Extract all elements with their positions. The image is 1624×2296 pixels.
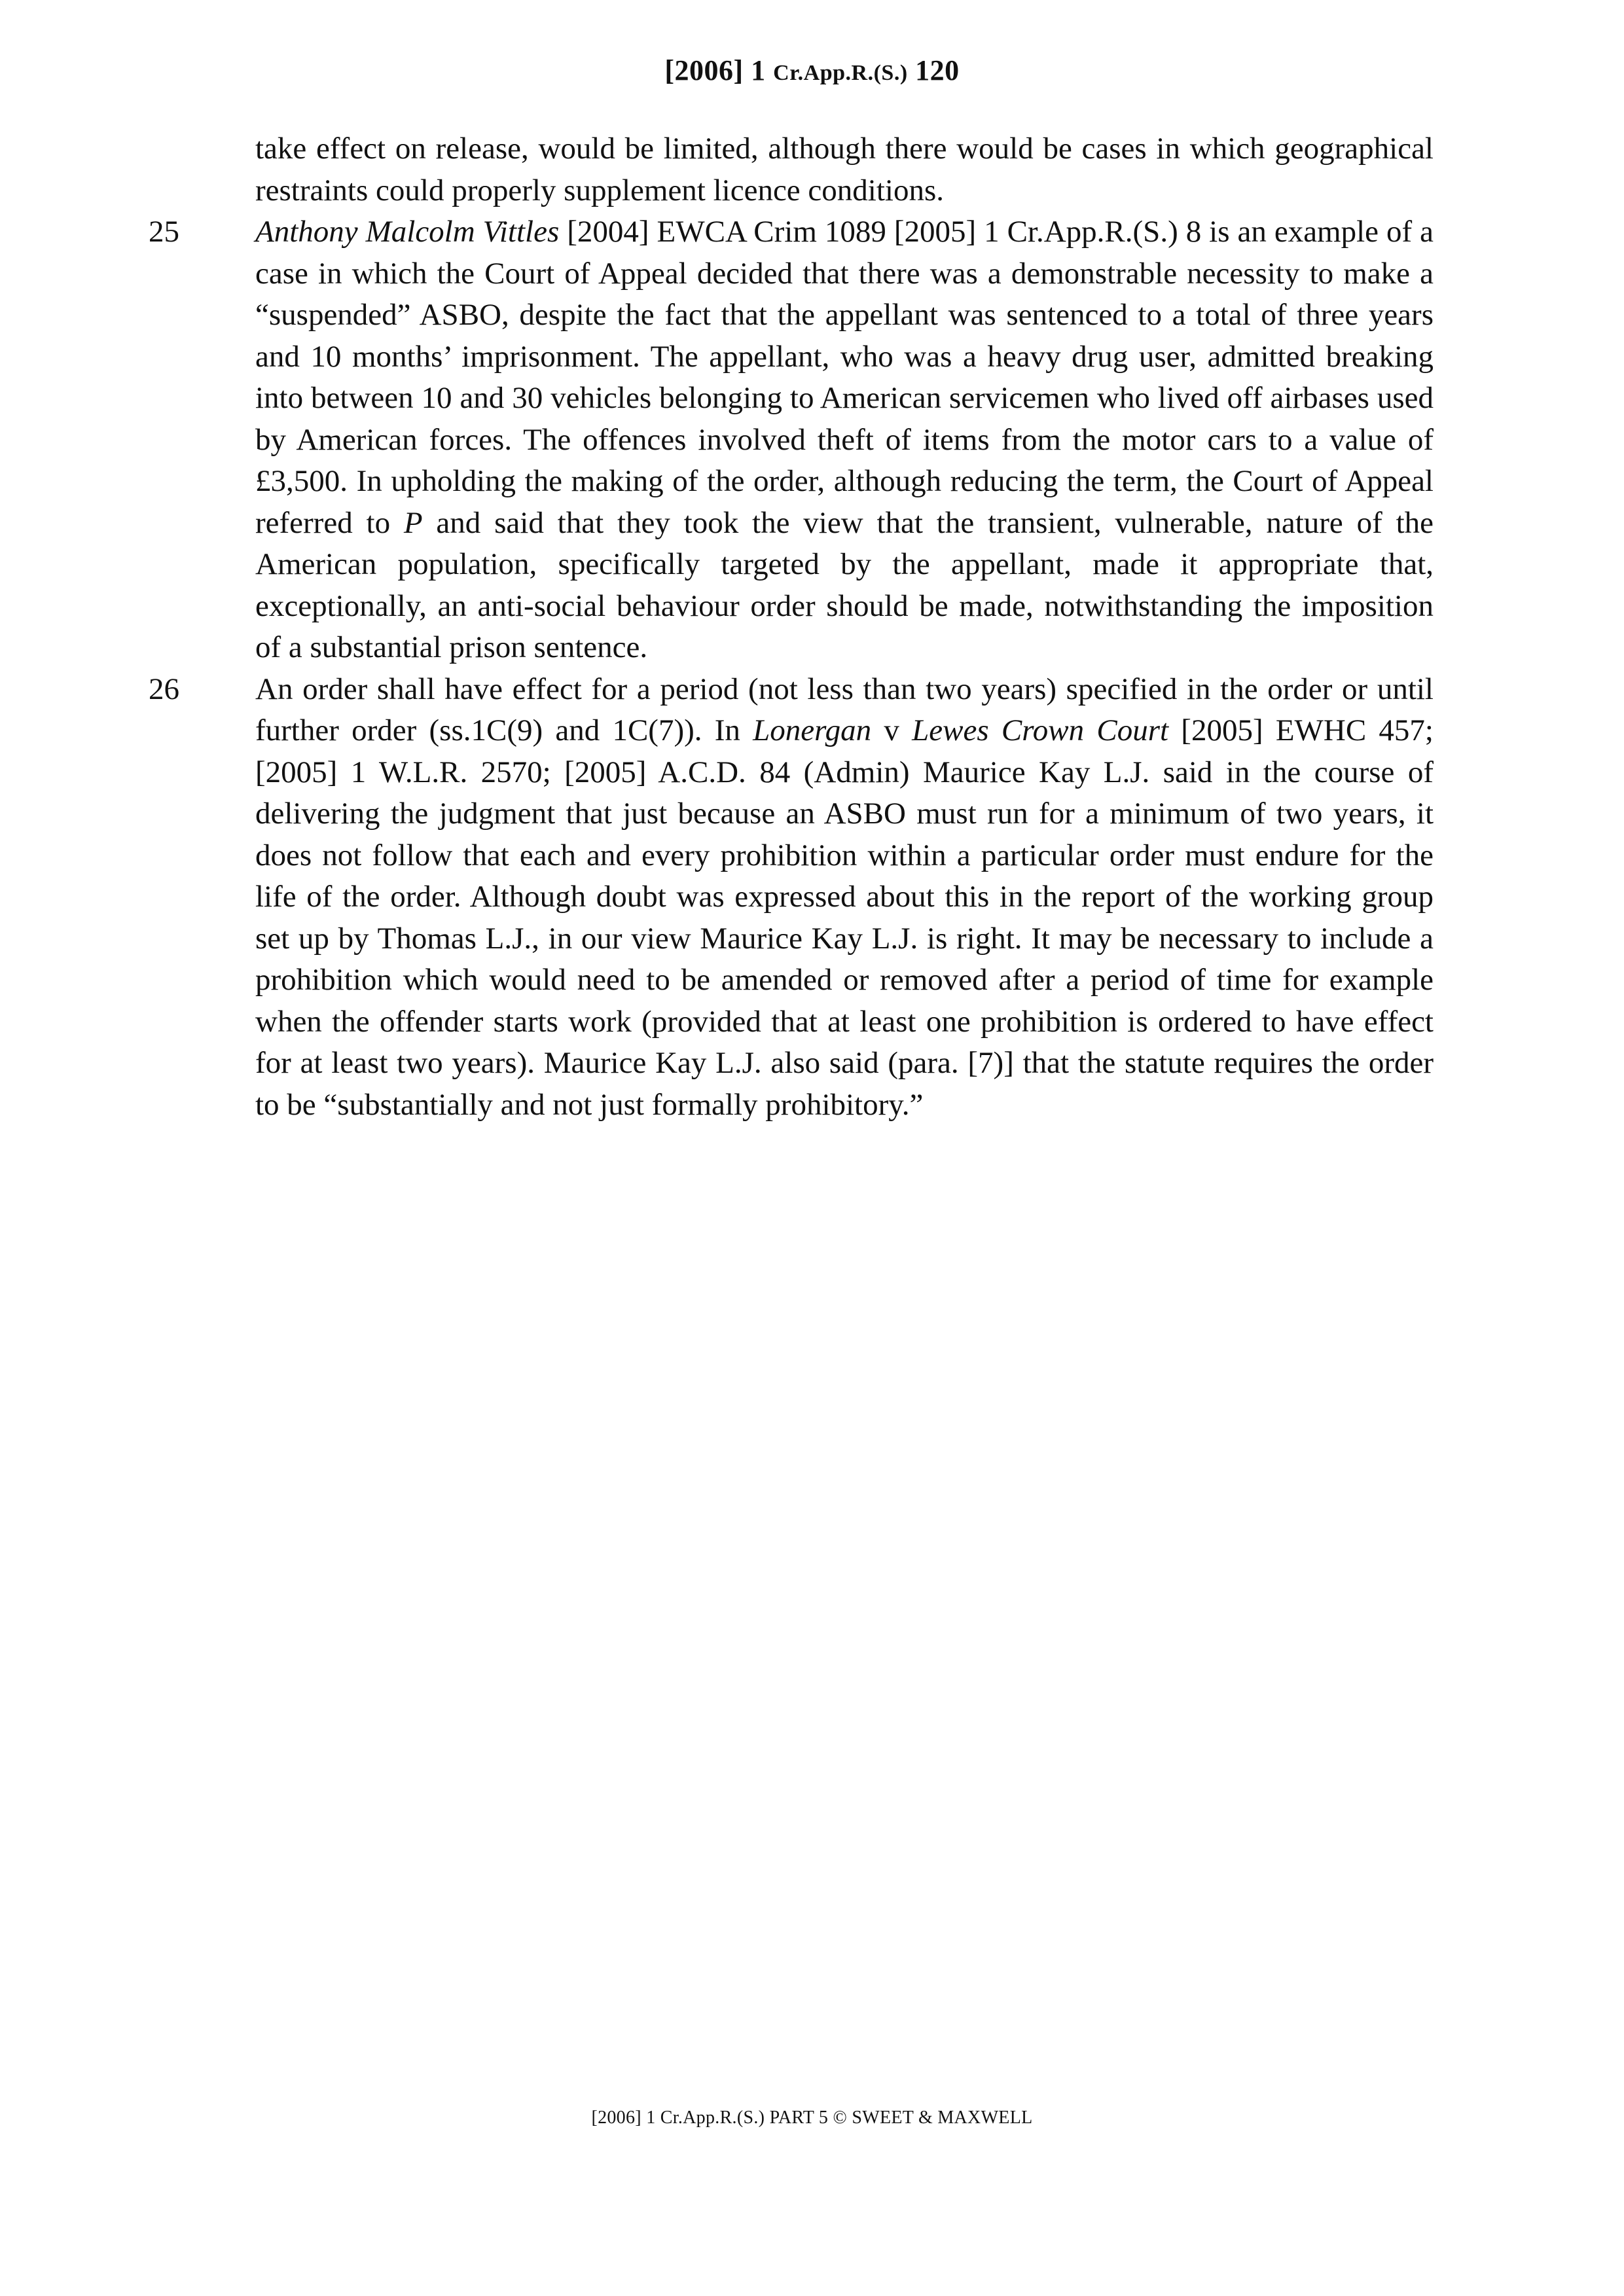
header-report-abbreviation: Cr.App.R.(S.) [773,61,908,85]
paragraph-text: [2005] EWHC 457; [2005] 1 W.L.R. 2570; [2005] A.C.D. 84 (Admin) Maurice Kay L.J. said in the course of delivering the judgment that just because an ASBO must run for a minimum of two years, it does not follow that each and every prohibition within a particular order must endure for the life of the order. Although doubt was expressed about this in the report of the working group set up by Thomas L.J., in our view Maurice Kay L.J. is right. It may be necessary to include a prohibition which would need to be amended or removed after a period of time for example when the offender starts work (provided that at least one prohibition is ordered to have effect for at least two years). Maurice Kay L.J. also said (para. [7)] that the statute requires the order to be “substantially and not just formally prohibitory.” [255,713,1434,1122]
body-text [149,128,1434,1126]
page-header [0,54,1624,87]
paragraph-number: 26 [149,672,179,706]
paragraph-25 [149,211,1434,669]
header-citation-prefix: [2006] 1 [664,54,774,86]
paragraph-number: 25 [149,215,179,249]
paragraph-text: and said that they took the view that the transient, vulnerable, nature of the American population, specifically targeted by the appellant, made it appropriate that, exceptionally, an anti-social behaviour order should be made, notwithstanding the imposition of a substantial prison sentence. [255,505,1434,664]
paragraph-continuation [255,128,1434,211]
page-footer: [2006] 1 Cr.App.R.(S.) PART 5 © SWEET & MAXWELL [591,2108,1033,2128]
case-name: Lonergan [753,713,872,747]
case-name: Anthony Malcolm Vittles [255,215,560,249]
case-name: Lewes Crown Court [912,713,1169,747]
paragraph-text: [2004] EWCA Crim 1089 [2005] 1 Cr.App.R.(S.) 8 is an example of a case in which the Court of Appeal decided that there was a demonstrable necessity to make a “suspended” ASBO, despite the fact that the appellant was sentenced to a total of three years and 10 months’ imprisonment. The appellant, who was a heavy drug user, admitted breaking into between 10 and 30 vehicles belonging to American servicemen who lived off airbases used by American forces. The offences involved theft of items from the motor cars to a value of £3,500. In upholding the making of the order, although reducing the term, the Court of Appeal referred to [255,215,1434,540]
paragraph-text: An order shall have effect for a period (not less than two years) specified in the order or until further order (ss.1C(9) and 1C(7)). In [255,672,1434,747]
paragraph-text: take effect on release, would be limited, although there would be cases in which geographical restraints could properly supplement licence conditions. [255,132,1434,207]
paragraph-26 [149,669,1434,1126]
paragraph-text: v [871,713,912,747]
header-page-number: 120 [915,54,960,86]
case-name: P [403,505,423,540]
